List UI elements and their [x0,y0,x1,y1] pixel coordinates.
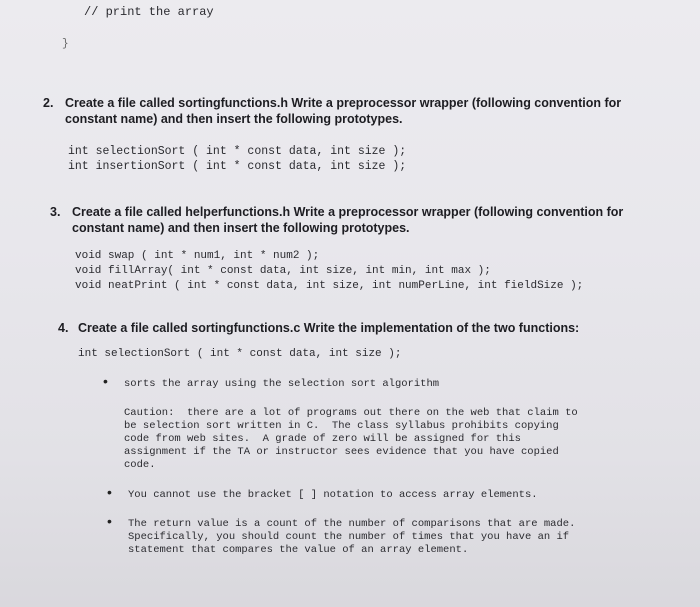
bullet-3-line-1: The return value is a count of the number of comparisons that are made. [128,518,576,530]
section-2-code-line-1: int selectionSort ( int * const data, int size ); [68,145,407,158]
caution-line-1: Caution: there are a lot of programs out there on the web that claim to [124,407,578,419]
section-3-code-line-2: void fillArray( int * const data, int size, int min, int max ); [75,265,491,277]
caution-line-3: code from web sites. A grade of zero will be assigned for this [124,433,521,445]
section-2-heading: Create a file called sortingfunctions.h Write a preprocessor wrapper (following convention for constant name) and then insert the following prototypes. [65,96,622,126]
bullet-3-line-3: statement that compares the value of an array element. [128,544,469,556]
section-4-code-line-1: int selectionSort ( int * const data, int size ); [78,348,402,360]
section-3-code-line-1: void swap ( int * num1, int * num2 ); [75,250,320,262]
caution-line-2: be selection sort written in C. The class syllabus prohibits copying [124,420,559,432]
bullet-1-marker: • [103,373,108,389]
section-4-number: 4. [58,321,69,335]
caution-line-4: assignment if the TA or instructor sees evidence that you have copied [124,446,559,458]
print-comment: // print the array [84,5,214,19]
bullet-2-marker: • [107,484,112,500]
bullet-2-text: You cannot use the bracket [ ] notation to access array elements. [128,489,538,501]
bullet-3-line-2: Specifically, you should count the number of times that you have an if [128,531,570,543]
section-2-code-line-2: int insertionSort ( int * const data, int size ); [68,160,407,173]
section-3-code-line-3: void neatPrint ( int * const data, int size, int numPerLine, int fieldSize ); [75,280,584,292]
section-3-heading: Create a file called helperfunctions.h Write a preprocessor wrapper (following convention for constant name) and then insert the following prototypes. [72,205,624,235]
section-2-number: 2. [43,96,54,110]
section-3-number: 3. [50,205,61,219]
bullet-1-text: sorts the array using the selection sort algorithm [124,378,440,390]
section-4-heading: Create a file called sortingfunctions.c Write the implementation of the two functions: [78,321,580,335]
bullet-3-marker: • [107,513,112,529]
closing-brace: } [62,38,69,50]
caution-line-5: code. [124,459,156,471]
